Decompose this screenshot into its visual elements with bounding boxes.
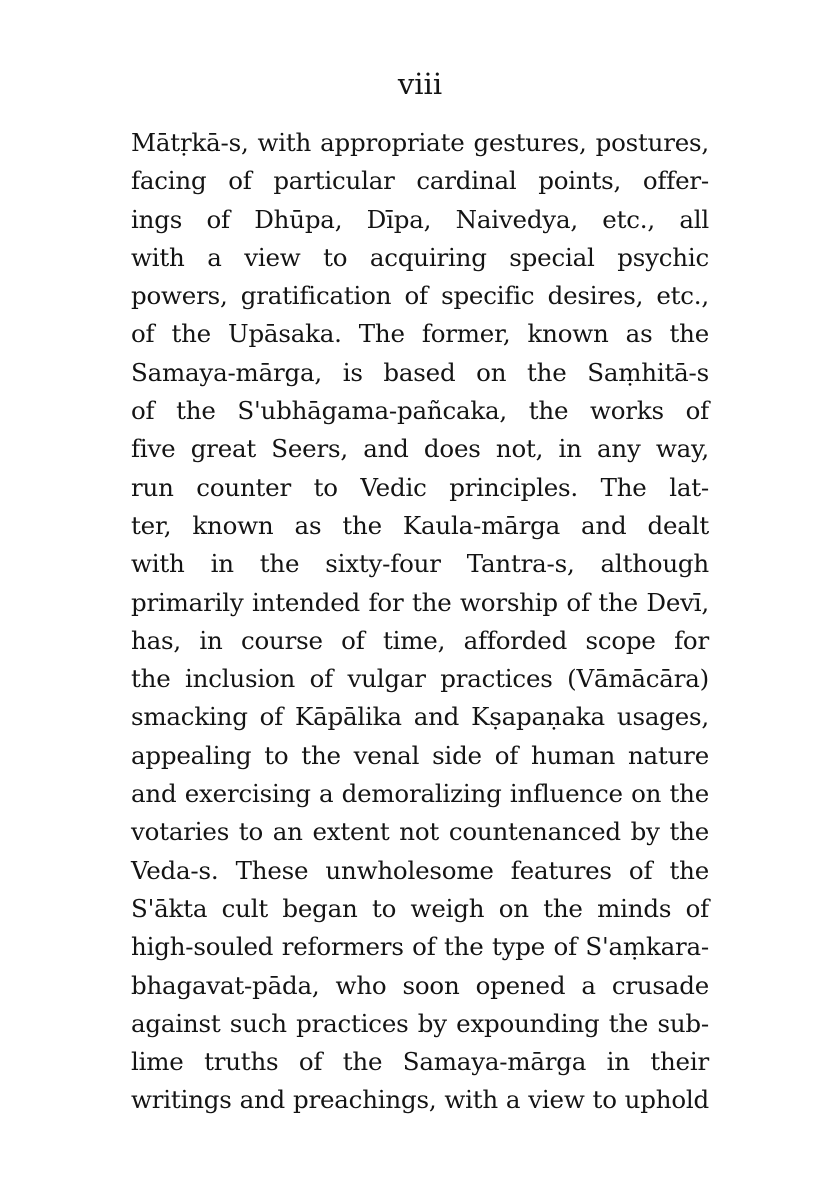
text-line: lime truths of the Samaya-mārga in their: [131, 1047, 709, 1077]
text-line: of the S'ubhāgama-pañcaka, the works of: [131, 396, 709, 426]
text-line: ter, known as the Kaula-mārga and dealt: [131, 510, 709, 540]
text-line: Samaya-mārga, is based on the Saṃhitā-s: [131, 357, 709, 387]
text-line: primarily intended for the worship of the Devī,: [131, 587, 709, 617]
text-line: with in the sixty-four Tantra-s, although: [131, 549, 709, 579]
text-line: and exercising a demoralizing influence on the: [131, 779, 709, 809]
text-line: high-souled reformers of the type of S'aṃkara-: [131, 932, 709, 962]
text-line: powers, gratification of specific desires, etc.,: [131, 281, 709, 311]
text-line: ings of Dhūpa, Dīpa, Naivedya, etc., all: [131, 204, 709, 234]
text-line: the inclusion of vulgar practices (Vāmācāra): [131, 664, 709, 694]
text-line: run counter to Vedic principles. The lat-: [131, 472, 709, 502]
text-line: of the Upāsaka. The former, known as the: [131, 319, 709, 349]
page-number: viii: [397, 67, 443, 101]
text-line: has, in course of time, afforded scope for: [131, 625, 709, 655]
text-line: Mātṛkā-s, with appropriate gestures, postures,: [131, 128, 709, 157]
text-line: bhagavat-pāda, who soon opened a crusade: [131, 970, 709, 1000]
text-line: S'ākta cult began to weigh on the minds of: [131, 893, 709, 923]
text-line: against such practices by expounding the sub-: [131, 1008, 709, 1038]
text-line: smacking of Kāpālika and Kṣapaṇaka usages,: [131, 702, 709, 732]
text-line: five great Seers, and does not, in any way,: [131, 434, 709, 464]
text-line: appealing to the venal side of human nature: [131, 740, 709, 770]
text-line: with a view to acquiring special psychic: [131, 242, 709, 272]
body-text: [131, 124, 709, 1120]
text-line: Veda-s. These unwholesome features of the: [131, 855, 709, 885]
text-line: writings and preachings, with a view to uphold: [131, 1085, 709, 1115]
text-line: facing of particular cardinal points, offer-: [131, 166, 709, 196]
text-line: votaries to an extent not countenanced by the: [131, 817, 709, 847]
